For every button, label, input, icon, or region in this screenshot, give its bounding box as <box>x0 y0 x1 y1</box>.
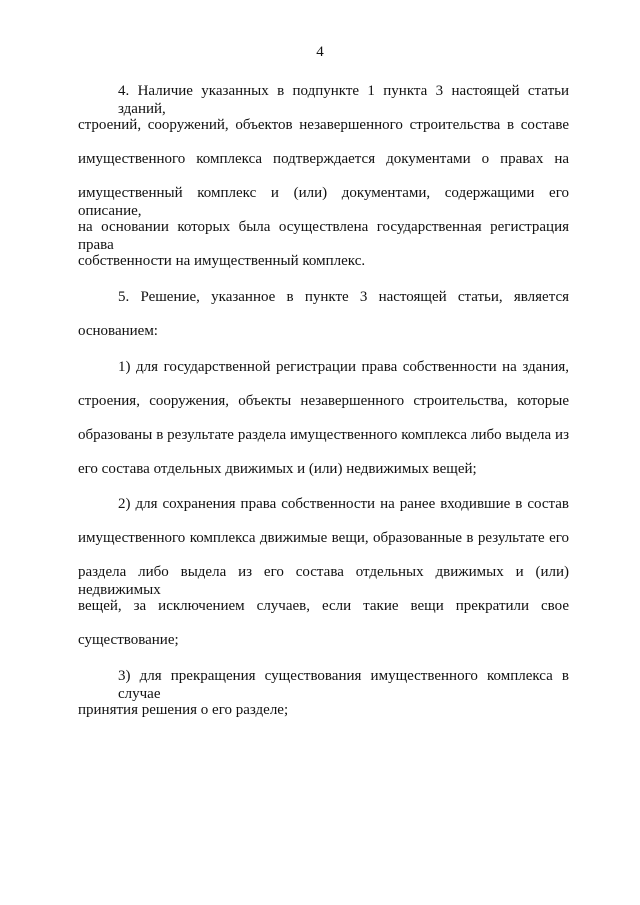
item-1-line-1: 1) для государственной регистрации права собственности на здания, <box>118 359 569 375</box>
paragraph-4-line-3: имущественного комплекса подтверждается документами о правах на <box>78 151 569 167</box>
paragraph-4-line-4: имущественный комплекс и (или) документами, содержащими его описание, <box>78 185 569 219</box>
page-number: 4 <box>316 44 324 60</box>
item-2-line-4: вещей, за исключением случаев, если такие вещи прекратили свое <box>78 598 569 614</box>
paragraph-4-line-2: строений, сооружений, объектов незавершенного строительства в составе <box>78 117 569 133</box>
item-2-line-2: имущественного комплекса движимые вещи, образованные в результате его <box>78 530 569 546</box>
item-2-line-5: существование; <box>78 632 179 648</box>
item-2-line-1: 2) для сохранения права собственности на ранее входившие в состав <box>118 496 569 512</box>
item-3-line-2: принятия решения о его разделе; <box>78 702 289 718</box>
item-3-line-1: 3) для прекращения существования имущественного комплекса в случае <box>118 668 569 702</box>
paragraph-4-line-1: 4. Наличие указанных в подпункте 1 пункта 3 настоящей статьи зданий, <box>118 83 569 117</box>
item-1-line-3: образованы в результате раздела имущественного комплекса либо выдела из <box>78 427 569 443</box>
paragraph-4-line-5: на основании которых была осуществлена государственная регистрация права <box>78 219 569 253</box>
paragraph-4-line-6: собственности на имущественный комплекс. <box>78 253 366 269</box>
item-1-line-2: строения, сооружения, объекты незавершенного строительства, которые <box>78 393 569 409</box>
item-2-line-3: раздела либо выдела из его состава отдельных движимых и (или) недвижимых <box>78 564 569 598</box>
paragraph-5-line-1: 5. Решение, указанное в пункте 3 настоящей статьи, является <box>118 289 569 305</box>
paragraph-5-line-2: основанием: <box>78 323 158 339</box>
item-1-line-4: его состава отдельных движимых и (или) недвижимых вещей; <box>78 461 477 477</box>
